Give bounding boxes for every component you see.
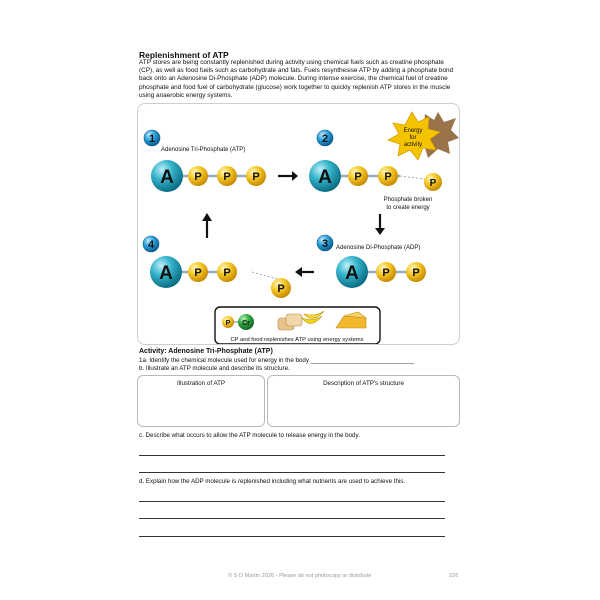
- phosphate-letter: P: [223, 267, 231, 279]
- question-d: d. Explain how the ADP molecule is replenished including what nutrients are used to achieve this.: [139, 478, 406, 485]
- question-c: c. Describe what occurs to allow the ATP molecule to release energy in the body.: [139, 432, 360, 439]
- phosphate-broken-label: Phosphate broken: [383, 197, 433, 203]
- phosphate-letter: P: [194, 267, 202, 279]
- question-1a: 1a. Identify the chemical molecule used for energy in the body ______________________________: [139, 357, 414, 364]
- energy-label-line2: for: [409, 135, 417, 141]
- step-4: [143, 236, 237, 288]
- step-3-label: Adenosine Di-Phosphate (ADP): [336, 245, 421, 251]
- illustration-box[interactable]: [137, 375, 265, 427]
- phosphate-letter: P: [384, 171, 392, 183]
- adenosine-letter: A: [345, 263, 359, 284]
- phosphate-letter: P: [277, 283, 285, 295]
- section-heading: Replenishment of ATP: [139, 50, 229, 60]
- creatine-letter: Cr: [242, 320, 250, 327]
- answer-line[interactable]: [139, 472, 445, 473]
- atp-cycle-diagram: [137, 103, 460, 345]
- energy-label-line3: activity: [403, 142, 423, 148]
- adenosine-letter: A: [160, 167, 174, 188]
- activity-title: Activity: Adenosine Tri-Phosphate (ATP): [139, 348, 273, 355]
- step-3-number: 3: [321, 238, 329, 250]
- adenosine-letter: A: [159, 263, 173, 284]
- arrow-left-icon: [295, 267, 314, 277]
- broken-bond-line: [400, 176, 425, 179]
- intro-paragraph: ATP stores are being constantly replenished during activity using chemical fuels such as creatine phosphate (CP), as well as food fuels such as carbohydrate and fats. Fuels resynthesise ATP by adding a phosphate bond back onto an Adenosine Di-Phosphate (ADP) molecule. During intense exercise, the chemical fuel of creatine phosphate and food fuel of carbohydrate (glucose) work together to quickly replenish ATP stores in the muscle using anaerobic energy systems.: [139, 59, 454, 99]
- energy-label-line1: Energy: [403, 128, 423, 134]
- fuel-box: [215, 307, 380, 344]
- step-2-number: 2: [321, 133, 329, 145]
- description-box[interactable]: [267, 375, 460, 427]
- arrow-right-icon: [278, 171, 298, 181]
- illustration-box-label: Illustration of ATP: [176, 380, 226, 387]
- answer-line[interactable]: [139, 501, 445, 502]
- phosphate-letter: P: [429, 178, 437, 189]
- phosphate-letter: P: [354, 171, 362, 183]
- footer-copyright: © S D Martin 2026 - Please do not photocopy or distribute: [228, 573, 372, 579]
- step-1: [144, 130, 266, 192]
- phosphate-letter: P: [225, 320, 231, 327]
- arrow-up-icon: [202, 213, 212, 238]
- answer-line[interactable]: [139, 455, 445, 456]
- footer-page-number: 226: [449, 573, 459, 579]
- question-1b: b. Illustrate an ATP molecule and describe its structure.: [139, 365, 290, 372]
- atp-cycle-svg: [138, 104, 459, 344]
- arrow-down-icon: [375, 214, 385, 235]
- step-3: [317, 235, 426, 288]
- fuel-caption: CP and food replenishes ATP using energy systems: [230, 337, 364, 343]
- description-box-label: Description of ATP's structure: [323, 380, 404, 387]
- rebond-line: [252, 272, 281, 280]
- answer-line[interactable]: [139, 518, 445, 519]
- step-1-label: Adenosine Tri-Phosphate (ATP): [161, 147, 246, 153]
- step-1-number: 1: [148, 133, 156, 145]
- adenosine-letter: A: [318, 167, 332, 188]
- phosphate-letter: P: [412, 267, 420, 279]
- phosphate-letter: P: [194, 171, 202, 183]
- step-4-number: 4: [147, 239, 155, 251]
- phosphate-broken-label-2: to create energy: [386, 205, 430, 211]
- phosphate-letter: P: [382, 267, 390, 279]
- phosphate-letter: P: [223, 171, 231, 183]
- answer-line[interactable]: [139, 536, 445, 537]
- energy-burst-icon: [388, 112, 459, 160]
- phosphate-letter: P: [252, 171, 260, 183]
